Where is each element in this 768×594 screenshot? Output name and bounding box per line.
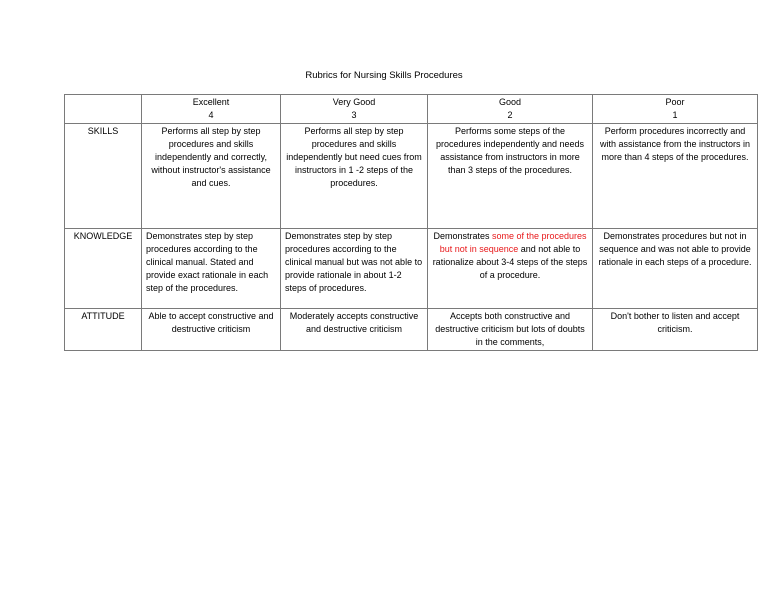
knowledge-good-cell [428,229,593,309]
header-label: Poor [665,97,685,107]
table-row-knowledge [65,229,758,309]
knowledge-good-highlight: some of the procedures but not in sequence [439,231,587,254]
table-row-skills [65,124,758,229]
criterion-cell: KNOWLEDGE [65,229,142,309]
header-very-good [281,95,428,124]
attitude-poor-cell: Don't bother to listen and accept criticism. [593,309,758,351]
header-label: Excellent [192,97,230,107]
header-score: 4 [208,110,214,120]
knowledge-poor-cell: Demonstrates procedures but not in sequence and was not able to provide rationale in each steps of a procedure. [593,229,758,309]
header-score: 2 [507,110,513,120]
knowledge-good-text-before: Demonstrates [433,231,492,241]
header-score: 1 [672,110,678,120]
criterion-cell: SKILLS [65,124,142,229]
criterion-cell: ATTITUDE [65,309,142,351]
knowledge-excellent-cell: Demonstrates step by step procedures according to the clinical manual. Stated and provide exact rationale in each step of the procedures. [142,229,281,309]
skills-excellent-cell: Performs all step by step procedures and skills independently and correctly, without instructor's assistance and cues. [142,124,281,229]
header-label: Good [498,97,522,107]
knowledge-very-good-cell: Demonstrates step by step procedures according to the clinical manual but was not able to provide rationale in about 1-2 steps of procedures. [281,229,428,309]
header-poor [593,95,758,124]
header-blank-cell [65,95,142,124]
skills-good-cell: Performs some steps of the procedures independently and needs assistance from instructors in more than 3 steps of the procedures. [428,124,593,229]
skills-poor-cell: Perform procedures incorrectly and with assistance from the instructors in more than 4 steps of the procedures. [593,124,758,229]
attitude-excellent-cell: Able to accept constructive and destructive criticism [142,309,281,351]
rubric-table [64,94,758,351]
knowledge-good-text-after: and not able to rationalize about 3-4 steps of the steps of a procedure. [432,244,588,280]
table-row-attitude [65,309,758,351]
header-excellent [142,95,281,124]
header-row [65,95,758,124]
attitude-good-cell: Accepts both constructive and destructive criticism but lots of doubts in the comments, [428,309,593,351]
attitude-very-good-cell: Moderately accepts constructive and destructive criticism [281,309,428,351]
header-good [428,95,593,124]
header-label: Very Good [332,97,376,107]
skills-very-good-cell: Performs all step by step procedures and skills independently but need cues from instructors in 1 -2 steps of the procedures. [281,124,428,229]
document-title: Rubrics for Nursing Skills Procedures [305,70,463,81]
header-score: 3 [351,110,357,120]
